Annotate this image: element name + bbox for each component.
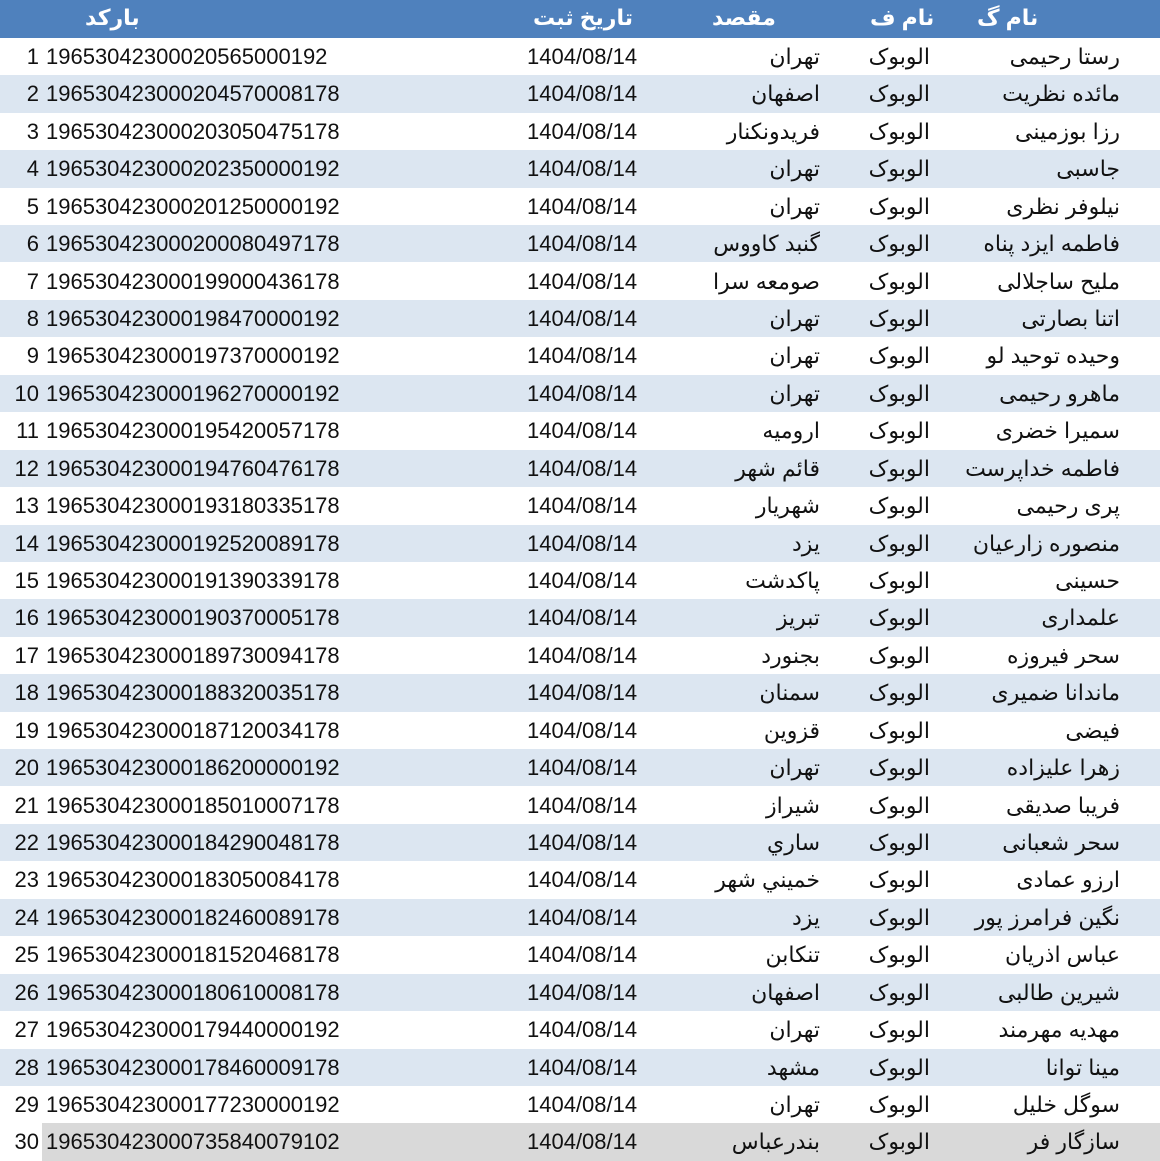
row-number: 30 <box>14 1129 39 1155</box>
row-number: 14 <box>14 530 39 556</box>
date-cell[interactable]: 1404/08/14 <box>527 680 638 706</box>
barcode-cell[interactable]: 196530423000199000436178 <box>46 268 340 294</box>
row-number: 4 <box>26 156 39 182</box>
name-cell[interactable]: جاسبی <box>1056 156 1120 182</box>
barcode-cell[interactable]: 196530423000178460009178 <box>46 1054 340 1080</box>
date-cell[interactable]: 1404/08/14 <box>527 418 638 444</box>
date-cell[interactable]: 1404/08/14 <box>527 942 638 968</box>
table-row[interactable] <box>0 375 1160 412</box>
date-cell[interactable]: 1404/08/14 <box>527 1054 638 1080</box>
row-number: 3 <box>26 118 39 144</box>
name-cell[interactable]: ارزو عمادی <box>1016 867 1120 893</box>
family-cell[interactable]: الوبوک <box>868 830 930 856</box>
destination-cell[interactable]: گنبد کاووس <box>713 231 820 257</box>
row-number-cell[interactable] <box>0 1011 42 1048</box>
table-row[interactable] <box>0 450 1160 487</box>
table-row[interactable] <box>0 337 1160 374</box>
row-number: 24 <box>14 904 39 930</box>
row-number: 23 <box>14 867 39 893</box>
row-number: 9 <box>26 343 39 369</box>
name-cell[interactable]: مائده نظریت <box>1002 81 1120 107</box>
destination-cell[interactable]: یزد <box>791 904 820 930</box>
table-row[interactable] <box>0 674 1160 711</box>
barcode-cell[interactable]: 196530423000190370005178 <box>46 605 340 631</box>
row-number-cell[interactable] <box>0 974 42 1011</box>
row-number-cell[interactable] <box>0 749 42 786</box>
row-number-cell[interactable] <box>0 450 42 487</box>
barcode-cell[interactable]: 196530423000185010007178 <box>46 792 340 818</box>
family-cell[interactable]: الوبوک <box>868 717 930 743</box>
destination-cell[interactable]: ارومیه <box>762 418 820 444</box>
name-cell[interactable]: اتنا بصارتی <box>1021 306 1120 331</box>
table-row[interactable] <box>0 861 1160 898</box>
table-row[interactable] <box>0 824 1160 861</box>
family-cell[interactable]: الوبوک <box>868 680 930 706</box>
name-cell[interactable]: علمداری <box>1041 605 1120 631</box>
row-number-cell[interactable] <box>0 824 42 861</box>
table-row[interactable] <box>0 1123 1160 1160</box>
family-cell[interactable]: الوبوک <box>868 81 930 107</box>
date-cell[interactable]: 1404/08/14 <box>527 268 638 294</box>
table-row[interactable] <box>0 225 1160 262</box>
table-row[interactable] <box>0 936 1160 973</box>
barcode-cell[interactable]: 196530423000186200000192 <box>46 755 340 781</box>
destination-cell[interactable]: قائم شهر <box>735 455 820 481</box>
row-number: 22 <box>14 830 39 856</box>
table-row[interactable] <box>0 188 1160 225</box>
family-cell[interactable]: الوبوک <box>868 1092 930 1118</box>
row-number-cell[interactable] <box>0 674 42 711</box>
table-row[interactable] <box>0 1086 1160 1123</box>
date-cell[interactable]: 1404/08/14 <box>527 343 638 369</box>
barcode-cell[interactable]: 196530423000203050475178 <box>46 118 340 144</box>
header-barcode[interactable]: بارکد <box>85 5 140 30</box>
row-number: 2 <box>26 81 39 107</box>
family-cell[interactable]: الوبوک <box>868 380 930 406</box>
name-cell[interactable]: پری رحیمی <box>1016 493 1120 519</box>
barcode-cell[interactable]: 196530423000191390339178 <box>46 568 340 594</box>
date-cell[interactable]: 1404/08/14 <box>527 568 638 594</box>
row-number-cell[interactable] <box>0 188 42 225</box>
row-number: 5 <box>26 193 39 219</box>
row-number: 19 <box>14 717 39 743</box>
row-number: 11 <box>16 418 39 444</box>
date-cell[interactable]: 1404/08/14 <box>527 1017 638 1043</box>
barcode-cell[interactable]: 196530423000189730094178 <box>46 642 340 668</box>
barcode-cell[interactable]: 196530423000181520468178 <box>46 942 340 968</box>
row-number: 18 <box>14 680 39 706</box>
name-cell[interactable]: زهرا علیزاده <box>1006 755 1120 781</box>
row-number-cell[interactable] <box>0 487 42 524</box>
date-cell[interactable]: 1404/08/14 <box>527 380 638 406</box>
barcode-cell[interactable]: 196530423000179440000192 <box>46 1017 340 1043</box>
destination-cell[interactable]: تهران <box>769 343 820 369</box>
destination-cell[interactable]: صومعه سرا <box>712 268 820 294</box>
family-cell[interactable]: الوبوک <box>868 268 930 294</box>
barcode-cell[interactable]: 196530423000192520089178 <box>46 530 340 556</box>
date-cell[interactable]: 1404/08/14 <box>527 118 638 144</box>
row-number-cell[interactable] <box>0 375 42 412</box>
date-cell[interactable]: 1404/08/14 <box>527 156 638 182</box>
table-row[interactable] <box>0 300 1160 337</box>
table-row[interactable] <box>0 75 1160 112</box>
destination-cell[interactable]: یزد <box>791 530 820 556</box>
date-cell[interactable]: 1404/08/14 <box>527 792 638 818</box>
barcode-cell[interactable]: 196530423000193180335178 <box>46 493 340 519</box>
family-cell[interactable]: الوبوک <box>868 605 930 631</box>
row-number: 21 <box>14 792 39 818</box>
family-cell[interactable]: الوبوک <box>868 231 930 257</box>
header-name[interactable]: نام گ <box>977 5 1039 30</box>
destination-cell[interactable]: تهران <box>769 1017 820 1043</box>
name-cell[interactable]: سمیرا خضری <box>995 418 1120 444</box>
barcode-cell[interactable]: 196530423000182460089178 <box>46 904 340 930</box>
table-row[interactable] <box>0 263 1160 300</box>
barcode-cell[interactable]: 19653042300020565000192 <box>46 44 328 69</box>
destination-cell[interactable]: پاکدشت <box>745 568 820 594</box>
barcode-cell[interactable]: 196530423000188320035178 <box>46 680 340 706</box>
date-cell[interactable]: 1404/08/14 <box>527 231 638 257</box>
family-cell[interactable]: الوبوک <box>868 418 930 444</box>
family-cell[interactable]: الوبوک <box>868 979 930 1005</box>
destination-cell[interactable]: بجنورد <box>761 642 820 668</box>
family-cell[interactable]: الوبوک <box>868 568 930 594</box>
row-number-cell[interactable] <box>0 562 42 599</box>
date-cell[interactable]: 1404/08/14 <box>527 44 638 69</box>
family-cell[interactable]: الوبوک <box>868 904 930 930</box>
name-cell[interactable]: فریبا صدیقی <box>1005 792 1120 818</box>
barcode-cell[interactable]: 196530423000198470000192 <box>46 306 340 331</box>
family-cell[interactable]: الوبوک <box>868 343 930 369</box>
name-cell[interactable]: رستا رحیمی <box>1009 44 1120 69</box>
header-date[interactable]: تاریخ ثبت <box>533 5 633 30</box>
row-number: 27 <box>14 1017 39 1043</box>
destination-cell[interactable]: ساري <box>767 830 820 856</box>
name-cell[interactable]: فاطمه ایزد پناه <box>983 231 1120 257</box>
name-cell[interactable]: ماهرو رحیمی <box>999 380 1120 406</box>
barcode-cell[interactable]: 196530423000187120034178 <box>46 717 340 743</box>
row-number-cell[interactable] <box>0 787 42 824</box>
name-cell[interactable]: حسینی <box>1055 568 1120 594</box>
destination-cell[interactable]: تهران <box>769 380 820 406</box>
name-cell[interactable]: عباس اذریان <box>1005 942 1120 968</box>
destination-cell[interactable]: تبریز <box>776 605 820 631</box>
destination-cell[interactable]: شیراز <box>766 792 820 818</box>
name-cell[interactable]: مینا توانا <box>1045 1054 1120 1080</box>
row-number: 1 <box>26 44 39 69</box>
row-number-cell[interactable] <box>0 1049 42 1086</box>
row-number: 12 <box>14 455 39 481</box>
date-cell[interactable]: 1404/08/14 <box>527 306 638 331</box>
table-row[interactable] <box>0 637 1160 674</box>
table-row[interactable] <box>0 412 1160 449</box>
row-number-cell[interactable] <box>0 899 42 936</box>
family-cell[interactable]: الوبوک <box>868 942 930 968</box>
table-row[interactable] <box>0 599 1160 636</box>
name-cell[interactable]: فاطمه خداپرست <box>965 455 1120 481</box>
date-cell[interactable]: 1404/08/14 <box>527 867 638 893</box>
destination-cell[interactable]: تهران <box>769 44 820 69</box>
table-row[interactable] <box>0 150 1160 187</box>
row-number-cell[interactable] <box>0 712 42 749</box>
destination-cell[interactable]: خمیني شهر <box>715 867 820 893</box>
row-number-cell[interactable] <box>0 861 42 898</box>
name-cell[interactable]: ماندانا ضمیری <box>991 680 1120 706</box>
row-number-cell[interactable] <box>0 225 42 262</box>
table-row[interactable] <box>0 113 1160 150</box>
family-cell[interactable]: الوبوک <box>868 455 930 481</box>
date-cell[interactable]: 1404/08/14 <box>527 493 638 519</box>
name-cell[interactable]: شیرین طالبی <box>997 979 1120 1005</box>
row-number-cell[interactable] <box>0 113 42 150</box>
name-cell[interactable]: نیلوفر نظری <box>1006 193 1120 219</box>
row-number-cell[interactable] <box>0 337 42 374</box>
barcode-cell[interactable]: 196530423000202350000192 <box>46 156 340 182</box>
barcode-cell[interactable]: 196530423000184290048178 <box>46 830 340 856</box>
date-cell[interactable]: 1404/08/14 <box>527 81 638 107</box>
header-row <box>0 0 1160 38</box>
table-row[interactable] <box>0 899 1160 936</box>
row-number-cell[interactable] <box>0 637 42 674</box>
row-number: 29 <box>14 1092 39 1118</box>
destination-cell[interactable]: مشهد <box>766 1054 820 1080</box>
family-cell[interactable]: الوبوک <box>868 156 930 182</box>
barcode-cell[interactable]: 196530423000204570008178 <box>46 81 340 107</box>
barcode-cell[interactable]: 196530423000735840079102 <box>46 1129 340 1155</box>
date-cell[interactable]: 1404/08/14 <box>527 193 638 219</box>
name-cell[interactable]: ملیح ساجلالی <box>997 268 1120 294</box>
destination-cell[interactable]: فریدونکنار <box>726 118 820 144</box>
date-cell[interactable]: 1404/08/14 <box>527 904 638 930</box>
date-cell[interactable]: 1404/08/14 <box>527 642 638 668</box>
family-cell[interactable]: الوبوک <box>868 1054 930 1080</box>
family-cell[interactable]: الوبوک <box>868 1129 930 1155</box>
row-number-cell[interactable] <box>0 150 42 187</box>
destination-cell[interactable]: قزوین <box>763 717 820 743</box>
name-cell[interactable]: سازگار فر <box>1027 1129 1120 1155</box>
family-cell[interactable]: الوبوک <box>868 44 930 69</box>
table-row[interactable] <box>0 487 1160 524</box>
table-row[interactable] <box>0 525 1160 562</box>
destination-cell[interactable]: اصفهان <box>751 979 820 1005</box>
row-number: 8 <box>26 306 39 331</box>
date-cell[interactable]: 1404/08/14 <box>527 830 638 856</box>
destination-cell[interactable]: تنکابن <box>765 942 820 968</box>
barcode-cell[interactable]: 196530423000194760476178 <box>46 455 340 481</box>
barcode-cell[interactable]: 196530423000177230000192 <box>46 1092 340 1118</box>
date-cell[interactable]: 1404/08/14 <box>527 979 638 1005</box>
table-row[interactable] <box>0 38 1160 75</box>
family-cell[interactable]: الوبوک <box>868 118 930 144</box>
row-number: 15 <box>14 568 39 594</box>
family-cell[interactable]: الوبوک <box>868 193 930 219</box>
name-cell[interactable]: فیضی <box>1065 717 1120 743</box>
name-cell[interactable]: نگین فرامرز پور <box>974 904 1120 930</box>
row-number-cell[interactable] <box>0 936 42 973</box>
family-cell[interactable]: الوبوک <box>868 306 930 331</box>
row-number: 6 <box>26 231 39 257</box>
name-cell[interactable]: مهدیه مهرمند <box>998 1017 1120 1043</box>
row-number-cell[interactable] <box>0 1086 42 1123</box>
row-number-cell[interactable] <box>0 300 42 337</box>
row-number: 17 <box>14 642 39 668</box>
header-family[interactable]: نام ف <box>870 5 935 30</box>
family-cell[interactable]: الوبوک <box>868 1017 930 1043</box>
table-row[interactable] <box>0 712 1160 749</box>
family-cell[interactable]: الوبوک <box>868 642 930 668</box>
row-number-cell[interactable] <box>0 525 42 562</box>
barcode-cell[interactable]: 196530423000200080497178 <box>46 231 340 257</box>
name-cell[interactable]: منصوره زارعیان <box>972 530 1120 556</box>
destination-cell[interactable]: سمنان <box>759 680 820 706</box>
barcode-cell[interactable]: 196530423000180610008178 <box>46 979 340 1005</box>
destination-cell[interactable]: تهران <box>769 156 820 182</box>
row-number-cell[interactable] <box>0 75 42 112</box>
date-cell[interactable]: 1404/08/14 <box>527 755 638 781</box>
barcode-cell[interactable]: 196530423000201250000192 <box>46 193 340 219</box>
family-cell[interactable]: الوبوک <box>868 530 930 556</box>
name-cell[interactable]: سحر فیروزه <box>1007 642 1120 668</box>
destination-cell[interactable]: بندرعباس <box>731 1129 820 1155</box>
table-row[interactable] <box>0 1049 1160 1086</box>
date-cell[interactable]: 1404/08/14 <box>527 455 638 481</box>
row-number: 16 <box>14 605 39 631</box>
family-cell[interactable]: الوبوک <box>868 493 930 519</box>
table-row[interactable] <box>0 562 1160 599</box>
name-cell[interactable]: رزا بوزمینی <box>1015 118 1120 144</box>
table-row[interactable] <box>0 787 1160 824</box>
row-number: 13 <box>14 493 39 519</box>
table-row[interactable] <box>0 1011 1160 1048</box>
family-cell[interactable]: الوبوک <box>868 792 930 818</box>
destination-cell[interactable]: تهران <box>769 306 820 331</box>
date-cell[interactable]: 1404/08/14 <box>527 1092 638 1118</box>
family-cell[interactable]: الوبوک <box>868 867 930 893</box>
row-number: 7 <box>26 268 39 294</box>
barcode-cell[interactable]: 196530423000195420057178 <box>46 418 340 444</box>
name-cell[interactable]: سحر شعبانی <box>1002 830 1120 856</box>
date-cell[interactable]: 1404/08/14 <box>527 1129 638 1155</box>
barcode-cell[interactable]: 196530423000197370000192 <box>46 343 340 369</box>
destination-cell[interactable]: اصفهان <box>751 81 820 107</box>
table-row[interactable] <box>0 749 1160 786</box>
row-number: 26 <box>14 979 39 1005</box>
row-number: 28 <box>14 1054 39 1080</box>
row-number: 10 <box>14 380 39 406</box>
row-number: 25 <box>14 942 39 968</box>
destination-cell[interactable]: تهران <box>769 755 820 781</box>
row-number-cell[interactable] <box>0 412 42 449</box>
table-row[interactable] <box>0 974 1160 1011</box>
date-cell[interactable]: 1404/08/14 <box>527 530 638 556</box>
destination-cell[interactable]: شهریار <box>755 493 820 519</box>
barcode-cell[interactable]: 196530423000196270000192 <box>46 380 340 406</box>
row-number-cell[interactable] <box>0 599 42 636</box>
row-number-cell[interactable] <box>0 38 42 75</box>
date-cell[interactable]: 1404/08/14 <box>527 605 638 631</box>
row-number: 20 <box>14 755 39 781</box>
row-number-cell[interactable] <box>0 1123 42 1160</box>
family-cell[interactable]: الوبوک <box>868 755 930 781</box>
row-number-cell[interactable] <box>0 263 42 300</box>
name-cell[interactable]: وحیده توحید لو <box>986 343 1120 369</box>
destination-cell[interactable]: تهران <box>769 193 820 219</box>
destination-cell[interactable]: تهران <box>769 1092 820 1118</box>
barcode-cell[interactable]: 196530423000183050084178 <box>46 867 340 893</box>
header-destination[interactable]: مقصد <box>712 5 776 30</box>
name-cell[interactable]: سوگل خلیل <box>1012 1092 1120 1118</box>
date-cell[interactable]: 1404/08/14 <box>527 717 638 743</box>
